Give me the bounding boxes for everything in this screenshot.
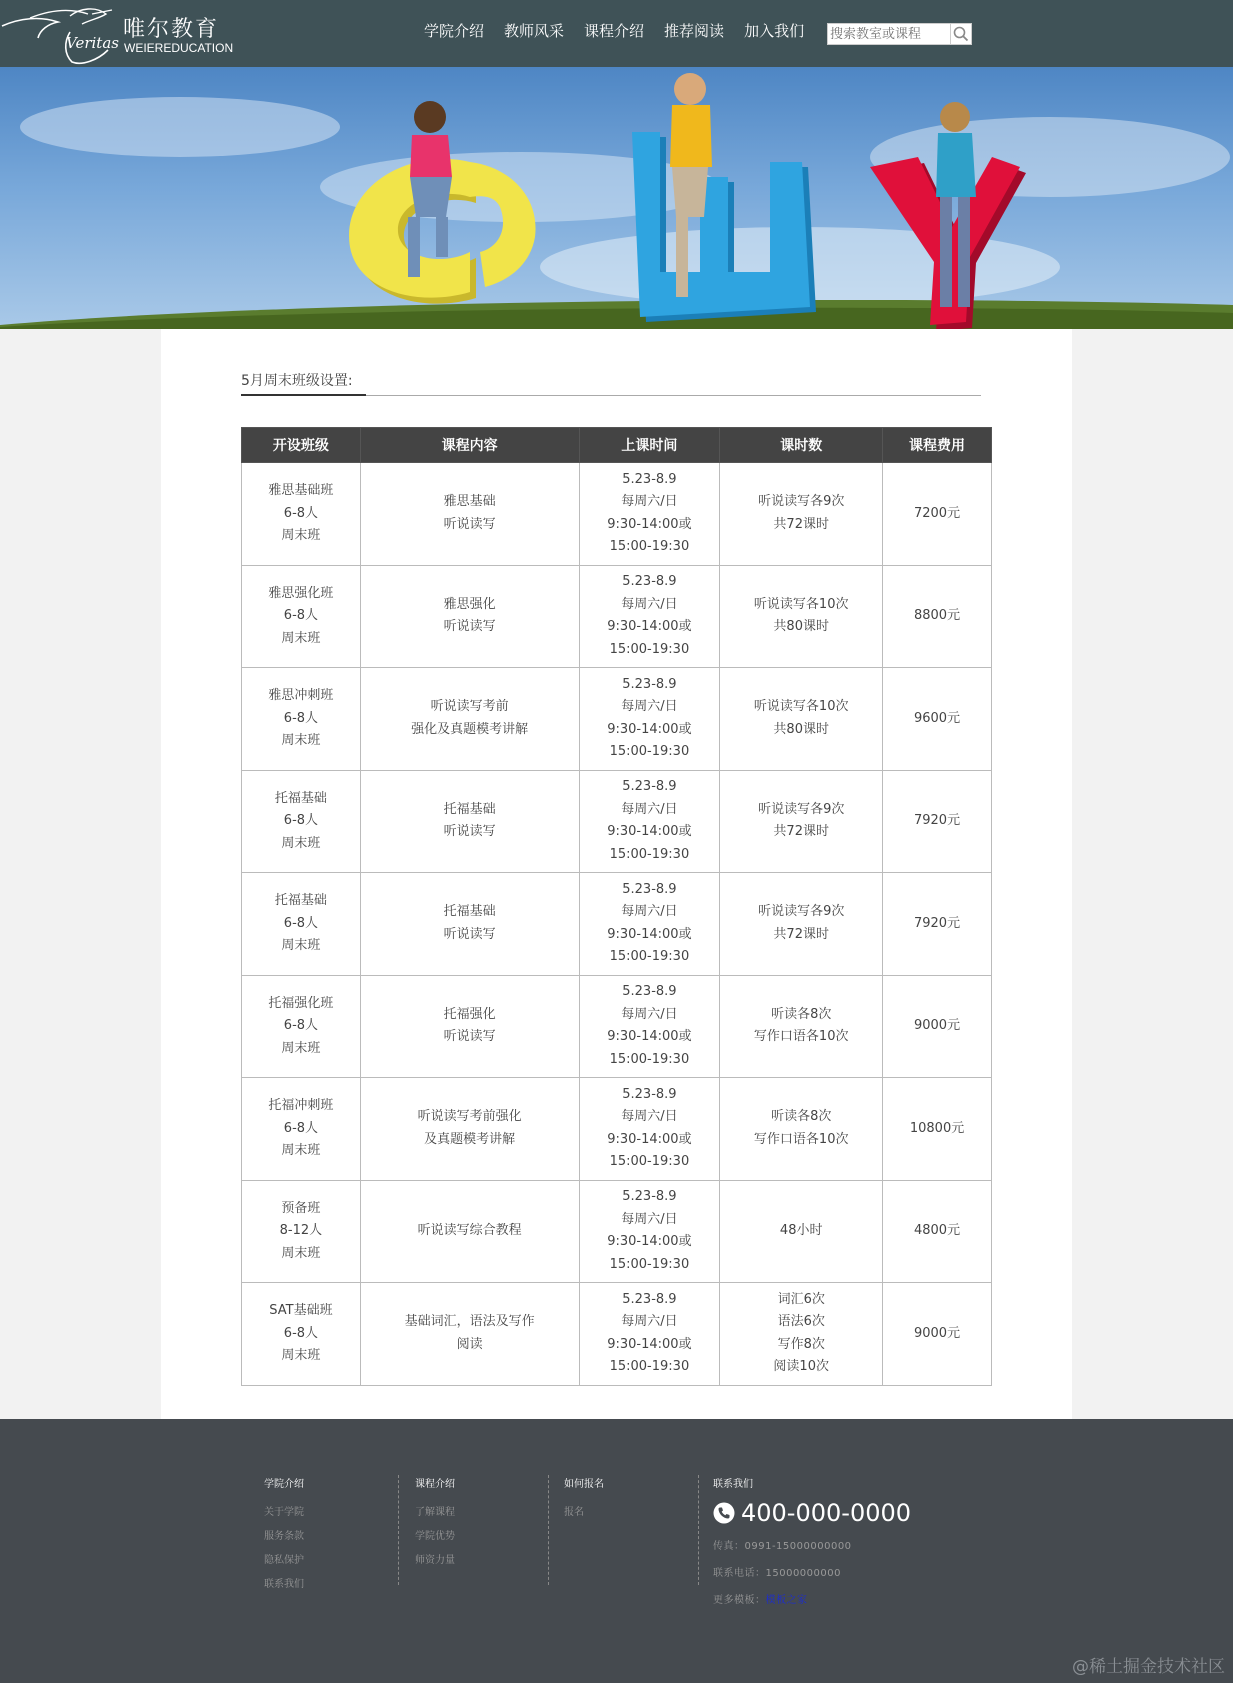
cell-fee: 7920元	[883, 873, 992, 976]
table-row	[242, 668, 992, 771]
nav-item-join[interactable]: 加入我们	[744, 22, 805, 40]
table-row	[242, 770, 992, 873]
cell-time: 5.23-8.9 每周六/日 9:30-14:00或 15:00-19:30	[579, 668, 720, 771]
cell-hours: 词汇6次 语法6次 写作8次 阅读10次	[720, 1283, 883, 1386]
cell-class: 托福基础 6-8人 周末班	[242, 873, 361, 976]
child-left	[408, 101, 452, 277]
hero-banner	[0, 67, 1233, 329]
section-title: 5月周末班级设置:	[241, 373, 353, 389]
table-row	[242, 1180, 992, 1283]
cell-content: 托福强化 听说读写	[360, 975, 579, 1078]
cell-content: 听说读写考前强化 及真题模考讲解	[360, 1078, 579, 1181]
cell-class: 托福强化班 6-8人 周末班	[242, 975, 361, 1078]
cell-content: 雅思强化 听说读写	[360, 565, 579, 668]
table-row	[242, 565, 992, 668]
footer-link-enroll[interactable]: 报名	[564, 1507, 584, 1518]
phone-row	[713, 1499, 911, 1527]
cell-hours: 听说读写各9次 共72课时	[720, 873, 883, 976]
cell-hours: 听说读写各9次 共72课时	[720, 770, 883, 873]
search-button[interactable]	[950, 24, 971, 44]
footer-col-title: 课程介绍	[415, 1479, 455, 1490]
nav-item-about[interactable]: 学院介绍	[424, 22, 485, 40]
table-row	[242, 873, 992, 976]
footer-col-title: 如何报名	[564, 1479, 604, 1490]
cell-content: 基础词汇，语法及写作 阅读	[360, 1283, 579, 1386]
search-input[interactable]	[828, 24, 950, 44]
cell-time: 5.23-8.9 每周六/日 9:30-14:00或 15:00-19:30	[579, 770, 720, 873]
cell-time: 5.23-8.9 每周六/日 9:30-14:00或 15:00-19:30	[579, 565, 720, 668]
svg-text:Veritas: Veritas	[66, 34, 119, 52]
cell-content: 听说读写考前 强化及真题模考讲解	[360, 668, 579, 771]
search-icon	[953, 26, 969, 42]
watermark: @稀土掘金技术社区	[1072, 1657, 1225, 1677]
cell-time: 5.23-8.9 每周六/日 9:30-14:00或 15:00-19:30	[579, 1283, 720, 1386]
logo[interactable]	[0, 2, 234, 66]
footer-col-enroll	[564, 1475, 604, 1527]
nav-item-reading[interactable]: 推荐阅读	[664, 22, 725, 40]
table-row	[242, 1078, 992, 1181]
footer-col-title: 联系我们	[713, 1479, 753, 1490]
cell-hours: 听读各8次 写作口语各10次	[720, 975, 883, 1078]
cell-content: 听说读写综合教程	[360, 1180, 579, 1283]
phone-icon	[713, 1502, 735, 1524]
cell-class: 托福基础 6-8人 周末班	[242, 770, 361, 873]
footer-link-learn-courses[interactable]: 了解课程	[415, 1507, 455, 1518]
cell-content: 雅思基础 听说读写	[360, 463, 579, 566]
footer-divider	[698, 1475, 699, 1585]
table-row	[242, 463, 992, 566]
search-box	[827, 23, 972, 45]
crane-logo-icon	[0, 2, 120, 66]
cell-fee: 7920元	[883, 770, 992, 873]
cell-hours: 听说读写各10次 共80课时	[720, 668, 883, 771]
footer-col-title: 学院介绍	[264, 1479, 304, 1490]
cell-class: 雅思基础班 6-8人 周末班	[242, 463, 361, 566]
footer-link-about[interactable]: 关于学院	[264, 1507, 304, 1518]
header-hours: 课时数	[720, 428, 883, 463]
table-row	[242, 1283, 992, 1386]
cell-class: 托福冲刺班 6-8人 周末班	[242, 1078, 361, 1181]
cell-class: 雅思强化班 6-8人 周末班	[242, 565, 361, 668]
nav-item-teachers[interactable]: 教师风采	[504, 22, 565, 40]
letter-sha-blue	[632, 132, 816, 322]
cell-fee: 9000元	[883, 975, 992, 1078]
cell-content: 托福基础 听说读写	[360, 770, 579, 873]
header-content: 课程内容	[360, 428, 579, 463]
table-header-row	[242, 428, 992, 463]
cell-content: 托福基础 听说读写	[360, 873, 579, 976]
fax-text: 传真：0991-15000000000	[713, 1541, 852, 1552]
main-nav	[424, 20, 824, 41]
footer-col-contact	[713, 1475, 911, 1618]
footer-link-privacy[interactable]: 隐私保护	[264, 1555, 304, 1566]
cell-hours: 听说读写各9次 共72课时	[720, 463, 883, 566]
cell-class: SAT基础班 6-8人 周末班	[242, 1283, 361, 1386]
table-row	[242, 975, 992, 1078]
cell-fee: 9000元	[883, 1283, 992, 1386]
banner-image	[0, 67, 1233, 329]
cell-fee: 9600元	[883, 668, 992, 771]
header-class: 开设班级	[242, 428, 361, 463]
cell-class: 预备班 8-12人 周末班	[242, 1180, 361, 1283]
footer-col-courses	[415, 1475, 455, 1575]
site-header	[0, 0, 1233, 67]
cell-class: 雅思冲刺班 6-8人 周末班	[242, 668, 361, 771]
logo-cn-text: 唯尔教育	[123, 17, 220, 42]
site-footer	[0, 1419, 1233, 1683]
main-content	[161, 329, 1072, 1419]
footer-col-about	[264, 1475, 304, 1599]
more-templates-label: 更多模板：	[713, 1595, 766, 1606]
header-time: 上课时间	[579, 428, 720, 463]
cell-time: 5.23-8.9 每周六/日 9:30-14:00或 15:00-19:30	[579, 975, 720, 1078]
title-underline	[241, 394, 366, 396]
cell-hours: 48小时	[720, 1180, 883, 1283]
cell-fee: 4800元	[883, 1180, 992, 1283]
course-schedule-table	[241, 427, 992, 1386]
footer-link-faculty[interactable]: 师资力量	[415, 1555, 455, 1566]
cell-fee: 10800元	[883, 1078, 992, 1181]
phone-number: 400-000-0000	[741, 1499, 912, 1527]
header-fee: 课程费用	[883, 428, 992, 463]
cell-fee: 8800元	[883, 565, 992, 668]
cell-fee: 7200元	[883, 463, 992, 566]
cell-time: 5.23-8.9 每周六/日 9:30-14:00或 15:00-19:30	[579, 1180, 720, 1283]
footer-divider	[548, 1475, 549, 1585]
cell-time: 5.23-8.9 每周六/日 9:30-14:00或 15:00-19:30	[579, 873, 720, 976]
cell-hours: 听说读写各10次 共80课时	[720, 565, 883, 668]
footer-link-contact[interactable]: 联系我们	[264, 1579, 304, 1590]
footer-divider	[398, 1475, 399, 1585]
cell-time: 5.23-8.9 每周六/日 9:30-14:00或 15:00-19:30	[579, 463, 720, 566]
cell-time: 5.23-8.9 每周六/日 9:30-14:00或 15:00-19:30	[579, 1078, 720, 1181]
footer-link-advantages[interactable]: 学院优势	[415, 1531, 455, 1542]
tel-text: 联系电话：15000000000	[713, 1568, 841, 1579]
nav-item-courses[interactable]: 课程介绍	[584, 22, 645, 40]
logo-en-text: WEIEREDUCATION	[124, 41, 234, 55]
footer-link-terms[interactable]: 服务条款	[264, 1531, 304, 1542]
more-templates-link[interactable]: 模板之家	[765, 1595, 808, 1606]
cell-hours: 听读各8次 写作口语各10次	[720, 1078, 883, 1181]
more-templates	[713, 1591, 911, 1606]
